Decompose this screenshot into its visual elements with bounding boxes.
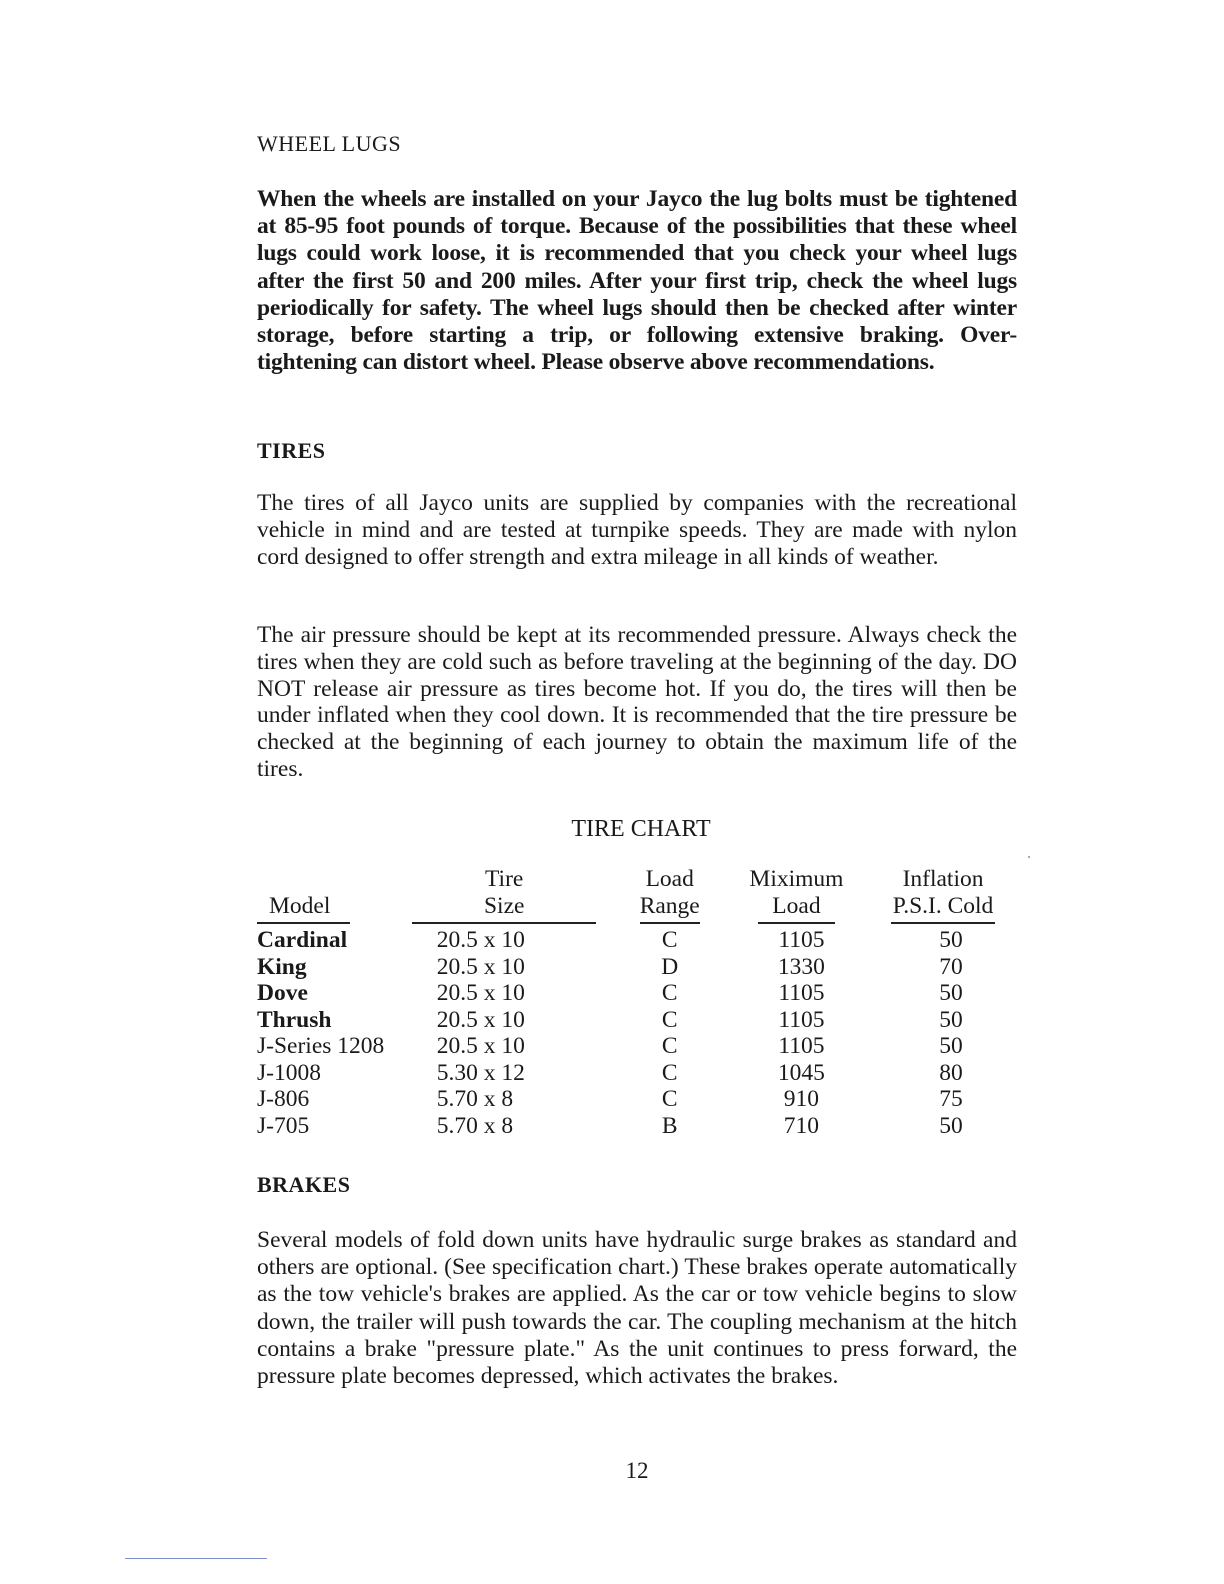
tires-paragraph-1: The tires of all Jayco units are supplied by companies with the recreational vehicle in mind and are tested at turnpike speeds. They are made with nylon cord designed to offer strength and extra mileage in all kinds of weather. [257, 490, 1017, 570]
cell-model: Thrush [257, 1006, 332, 1033]
header-maximum-load-line-1: Miximum [749, 866, 844, 892]
header-inflation-line-1: Inflation [902, 866, 984, 892]
header-load-range [616, 866, 724, 927]
cell-maximum-load: 710 [783, 1112, 820, 1139]
wheel-lugs-paragraph: When the wheels are installed on your Jayco the lug bolts must be tightened at 85-95 foot pounds of torque. Because of the possibilities that these wheel lugs could work loose, it is recommended that you check your wheel lugs after the first 50 and 200 miles. After your first trip, check the wheel lugs periodically for safety. The wheel lugs should then be checked after winter storage, before starting a trip, or following extensive braking. Over-tightening can distort wheel. Please observe above recommendations. [257, 186, 1017, 376]
page-number: 12 [625, 1458, 649, 1483]
cell-tire-size: 5.70 x 8 [436, 1112, 514, 1139]
cell-inflation: 50 [939, 1033, 963, 1059]
header-inflation-line-2: P.S.I. Cold [892, 893, 994, 919]
cell-load-range: C [661, 1033, 678, 1059]
cell-tire-size: 5.70 x 8 [436, 1086, 514, 1112]
cell-tire-size: 20.5 x 10 [436, 927, 525, 953]
cell-load-range: C [661, 1086, 678, 1112]
cell-load-range: C [661, 927, 678, 953]
cell-maximum-load: 1330 [777, 953, 825, 980]
cell-maximum-load: 1105 [778, 927, 825, 953]
header-tire-size-line-1: Tire [485, 866, 524, 892]
cell-maximum-load: 1105 [778, 1033, 825, 1059]
header-load-range-line-1: Load [645, 866, 694, 892]
tires-heading: TIRES [257, 438, 326, 463]
cell-inflation: 50 [939, 1112, 963, 1139]
header-inflation-label [891, 866, 996, 924]
header-maximum-load-line-2: Load [758, 893, 834, 924]
cell-tire-size: 20.5 x 10 [436, 1006, 525, 1033]
cell-inflation: 50 [939, 1006, 963, 1033]
header-maximum-load [724, 866, 869, 927]
header-model-label: Model [257, 893, 350, 924]
cell-model: J-806 [257, 1086, 310, 1112]
cell-load-range: D [661, 953, 679, 980]
cell-load-range: C [661, 980, 678, 1006]
table-row [257, 1007, 1017, 1034]
cell-model: J-705 [257, 1112, 310, 1139]
cell-tire-size: 20.5 x 10 [436, 980, 525, 1006]
cell-model: Cardinal [257, 927, 348, 953]
table-row [257, 1086, 1017, 1113]
cell-tire-size: 20.5 x 10 [436, 953, 525, 980]
cell-model: Dove [257, 980, 308, 1006]
cell-maximum-load: 1105 [778, 980, 825, 1006]
cell-tire-size: 20.5 x 10 [436, 1033, 525, 1059]
tires-paragraph-2: The air pressure should be kept at its recommended pressure. Always check the tires when they are cold such as before traveling at the beginning of the day. DO NOT release air pressure as tires become hot. If you do, the tires will then be under inflated when they cool down. It is recommended that the tire pressure be checked at the beginning of each journey to obtain the maximum life of the tires. [257, 622, 1017, 782]
brakes-heading: BRAKES [257, 1172, 351, 1197]
cell-model: J-1008 [257, 1059, 321, 1086]
header-model [257, 866, 393, 927]
header-load-range-label [640, 866, 700, 924]
cell-maximum-load: 1105 [778, 1006, 825, 1033]
cell-model: J-Series 1208 [257, 1033, 385, 1059]
cell-model: King [257, 953, 307, 980]
table-row [257, 927, 1017, 954]
tire-chart-title: TIRE CHART [571, 816, 711, 842]
cell-maximum-load: 910 [783, 1086, 820, 1112]
cell-inflation: 75 [939, 1086, 963, 1112]
table-row [257, 954, 1017, 981]
wheel-lugs-heading: WHEEL LUGS [257, 131, 402, 156]
cell-inflation: 80 [939, 1059, 963, 1086]
table-row [257, 1033, 1017, 1060]
cell-load-range: C [661, 1059, 678, 1086]
table-row [257, 980, 1017, 1007]
cell-inflation: 50 [939, 980, 963, 1006]
header-tire-size-label [412, 866, 596, 924]
header-load-range-line-2: Range [639, 893, 700, 919]
tire-chart-table [257, 866, 1017, 1139]
cell-load-range: C [661, 1006, 678, 1033]
header-tire-size [393, 866, 616, 927]
cell-tire-size: 5.30 x 12 [436, 1059, 525, 1086]
cell-inflation: 50 [939, 927, 963, 953]
cell-load-range: B [661, 1112, 678, 1139]
scan-speck [1028, 856, 1030, 858]
cell-inflation: 70 [939, 953, 963, 980]
brakes-paragraph: Several models of fold down units have hydraulic surge brakes as standard and others are optional. (See specification chart.) These brakes operate automatically as the tow vehicle's brakes are applied. As the car or tow vehicle begins to slow down, the trailer will push towards the car. The coupling mechanism at the hitch contains a brake "pressure plate." As the unit continues to press forward, the pressure plate becomes depressed, which activates the brakes. [257, 1227, 1017, 1390]
header-tire-size-line-2: Size [483, 893, 525, 919]
table-row [257, 1113, 1017, 1140]
cell-maximum-load: 1045 [777, 1059, 825, 1086]
tire-chart-header-row [257, 866, 1017, 927]
footer-rule [125, 1558, 267, 1559]
table-row [257, 1060, 1017, 1087]
header-inflation [869, 866, 1017, 927]
